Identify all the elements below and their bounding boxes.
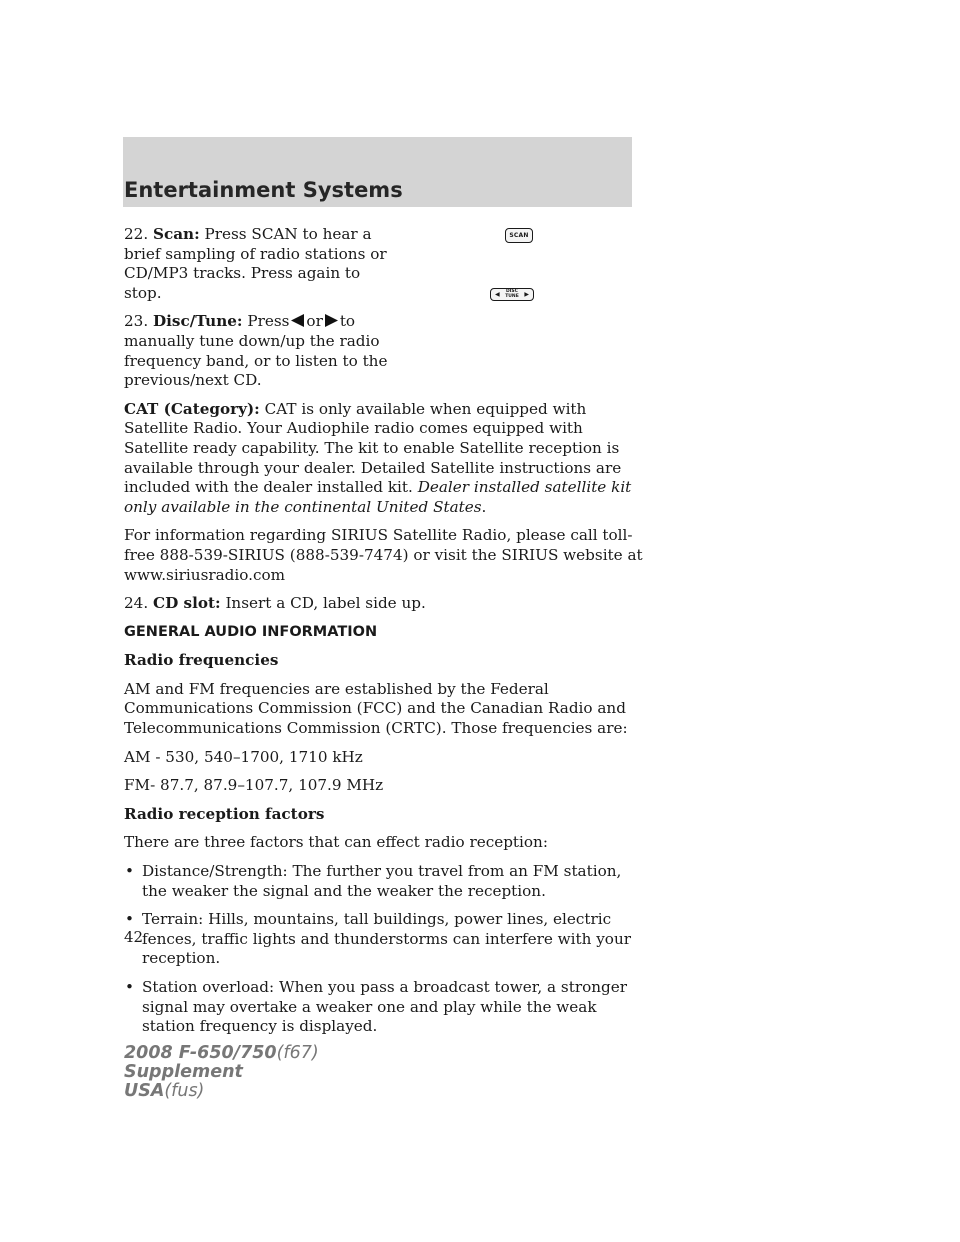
triangle-right-icon [324, 313, 339, 328]
section-heading: GENERAL AUDIO INFORMATION [124, 623, 378, 640]
sirius-info: For information regarding SIRIUS Satellite Radio, please call toll-free 888-539-SIRIUS (888-539-7474) or visit the SIRIUS website at www.siriusradio.com [124, 526, 643, 584]
list-item: • Distance/Strength: The further you travel from an FM station, the weaker the signal and the weaker the reception. [125, 862, 622, 900]
list-item: • Terrain: Hills, mountains, tall buildings, power lines, electric fences, traffic lights and thunderstorms can interfere with your reception. [125, 910, 631, 968]
item-cat: CAT (Category): CAT is only available when equipped with Satellite Radio. Your Audiophile radio comes equipped with Satellite ready capability. The kit to enable Satellite reception is available through your dealer. Detailed Satellite instructions are included with the dealer installed kit. Dealer installed satellite kit only available in the continental United States. [124, 399, 632, 516]
main-content [124, 225, 644, 1046]
seek-up-arrow-icon: ▶ [524, 291, 529, 298]
item-disc-tune: 23. Disc/Tune: Press or to manually tune down/up the radio frequency band, or to listen to the previous/next CD. [124, 312, 388, 390]
list-item: • Station overload: When you pass a broadcast tower, a stronger signal may overtake a weaker one and play while the weak station frequency is displayed. [125, 978, 627, 1036]
item-cd-slot: 24. CD slot: Insert a CD, label side up. [124, 594, 426, 613]
am-frequencies: AM - 530, 540–1700, 1710 kHz [124, 747, 363, 766]
subheading-radio-frequencies: Radio frequencies [124, 651, 279, 670]
triangle-left-icon [290, 313, 305, 328]
footer [124, 1044, 319, 1101]
footer-line-1: 2008 F-650/750(f67) [124, 1043, 319, 1063]
seek-down-arrow-icon: ◀ [495, 291, 500, 298]
footer-line-3: USA(fus) [124, 1081, 205, 1101]
scan-button-label: SCAN [509, 232, 529, 239]
item-scan: 22. Scan: Press SCAN to hear a brief sampling of radio stations or CD/MP3 tracks. Press again to stop. [124, 225, 387, 302]
disc-tune-label: DISC TUNE [505, 289, 519, 299]
page-title: Entertainment Systems [124, 178, 403, 202]
footer-line-2: Supplement [124, 1062, 243, 1082]
reception-factors-text: There are three factors that can effect radio reception: [124, 833, 548, 852]
radio-frequencies-text: AM and FM frequencies are established by the Federal Communications Commission (FCC) and the Canadian Radio and Telecommunications Commission (CRTC). Those frequencies are: [124, 679, 628, 738]
fm-frequencies: FM- 87.7, 87.9–107.7, 107.9 MHz [124, 776, 384, 795]
subheading-reception-factors: Radio reception factors [124, 804, 325, 823]
page-number: 42 [124, 928, 144, 946]
